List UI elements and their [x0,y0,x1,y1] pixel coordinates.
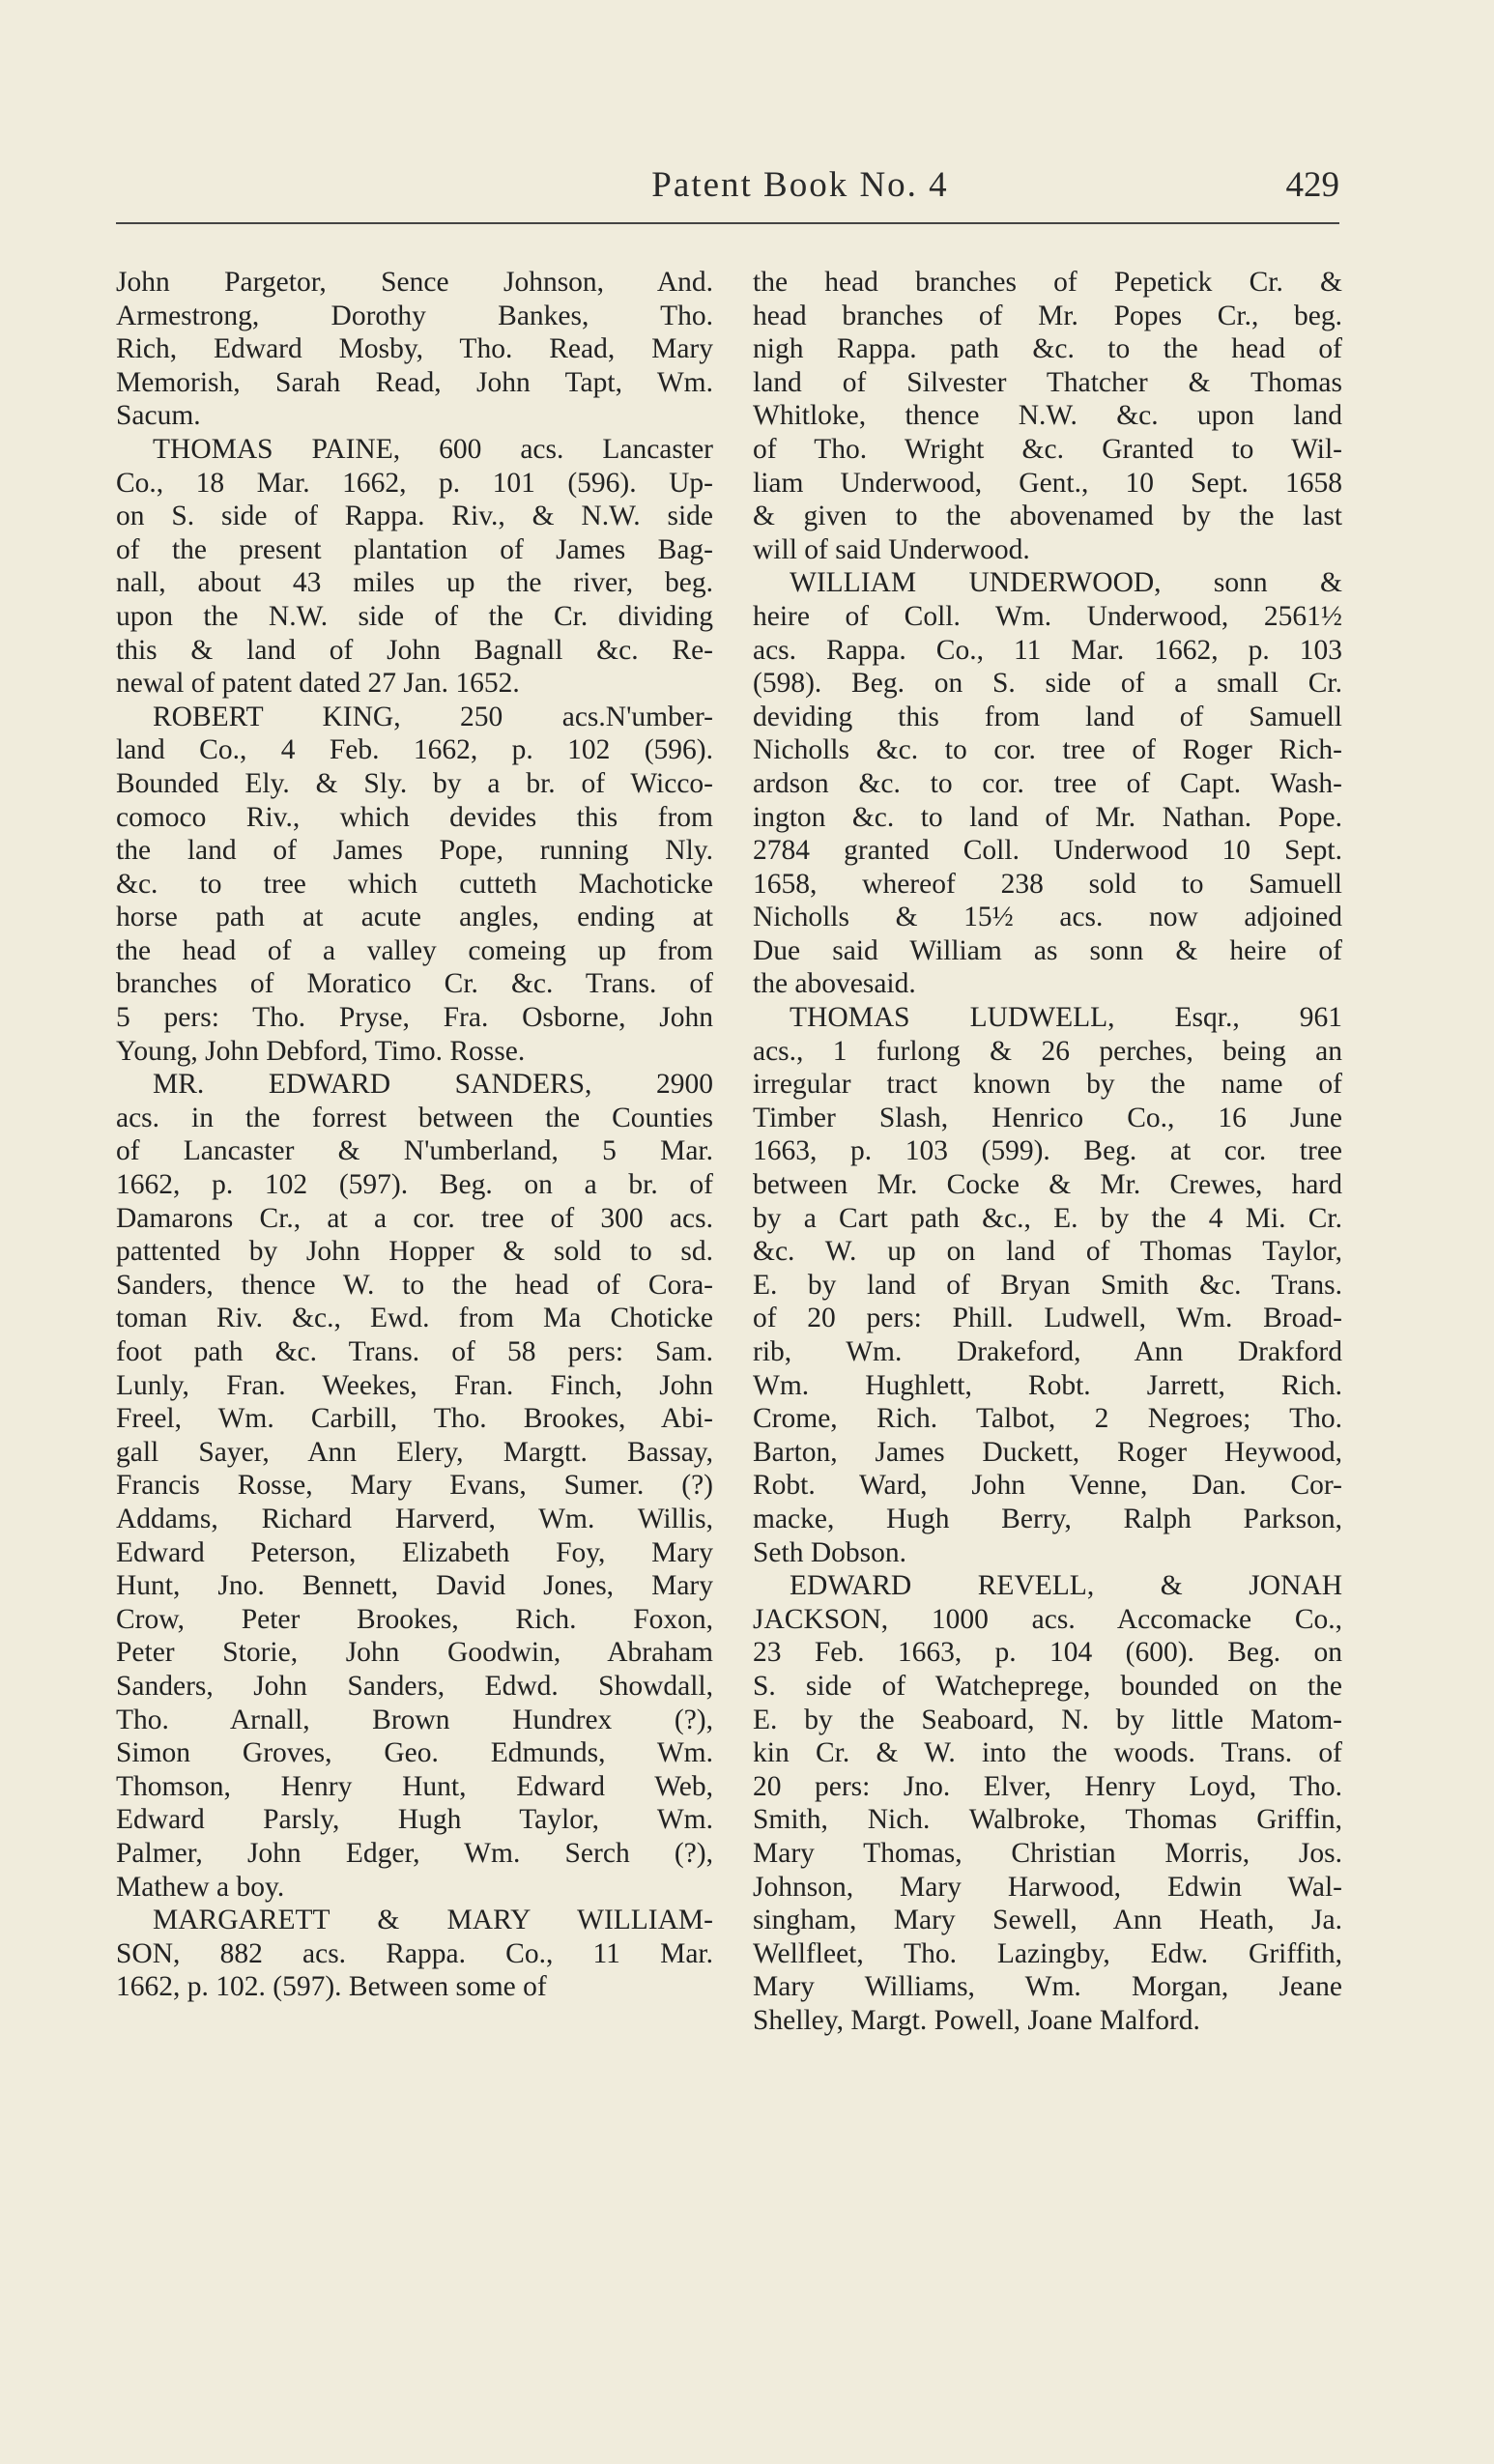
patent-entry [116,1904,713,2004]
text-line: of 20 pers: Phill. Ludwell, Wm. Broad- [753,1303,1342,1334]
text-line: Crome, Rich. Talbot, 2 Negroes; Tho. [753,1403,1342,1435]
text-line: land Co., 4 Feb. 1662, p. 102 (596). [116,734,713,766]
text-line: toman Riv. &c., Ewd. from Ma Choticke [116,1303,713,1334]
text-line: Palmer, John Edger, Wm. Serch (?), [116,1837,713,1869]
text-line: EDWARD REVELL, & JONAH [790,1570,1342,1602]
text-line: pattented by John Hopper & sold to sd. [116,1236,713,1268]
text-line: gall Sayer, Ann Elery, Margtt. Bassay, [116,1436,713,1468]
text-line: comoco Riv., which devides this from [116,801,713,833]
page-header [116,164,1339,213]
text-line: MR. EDWARD SANDERS, 2900 [153,1069,713,1101]
text-line: John Pargetor, Sence Johnson, And. [116,267,713,298]
text-line: ardson &c. to cor. tree of Capt. Wash- [753,767,1342,799]
text-line: rib, Wm. Drakeford, Ann Drakford [753,1336,1342,1367]
patent-entry [116,701,713,1069]
text-line: Edward Peterson, Elizabeth Foy, Mary [116,1536,713,1568]
text-line: Co., 18 Mar. 1662, p. 101 (596). Up- [116,467,713,499]
text-line: nall, about 43 miles up the river, beg. [116,567,713,599]
text-line: Nicholls & 15½ acs. now adjoined [753,902,1342,933]
text-line: WILLIAM UNDERWOOD, sonn & [790,567,1342,599]
text-line: by a Cart path &c., E. by the 4 Mi. Cr. [753,1202,1342,1234]
text-line: will of said Underwood. [753,533,1030,565]
text-line: horse path at acute angles, ending at [116,902,713,933]
text-line: THOMAS LUDWELL, Esqr., 961 [790,1002,1342,1034]
patent-entry [116,1068,713,1904]
text-line: Thomson, Henry Hunt, Edward Web, [116,1770,713,1802]
text-line: 1662, p. 102. (597). Between some of [116,1971,547,2003]
text-line: acs. Rappa. Co., 11 Mar. 1662, p. 103 [753,634,1342,666]
text-line: Young, John Debford, Timo. Rosse. [116,1035,526,1067]
text-line: Bounded Ely. & Sly. by a br. of Wicco- [116,767,713,799]
text-line: & given to the abovenamed by the last [753,501,1342,532]
text-line: between Mr. Cocke & Mr. Crewes, hard [753,1169,1342,1201]
text-line: Lunly, Fran. Weekes, Fran. Finch, John [116,1369,713,1401]
text-line: Barton, James Duckett, Roger Heywood, [753,1436,1342,1468]
text-line: upon the N.W. side of the Cr. dividing [116,600,713,632]
left-column [116,266,713,2004]
text-line: Mary Williams, Wm. Morgan, Jeane [753,1971,1342,2003]
text-line: acs., 1 furlong & 26 perches, being an [753,1035,1342,1067]
text-line: the head branches of Pepetick Cr. & [753,267,1342,298]
text-line: 1662, p. 102 (597). Beg. on a br. of [116,1169,713,1201]
text-line: the abovesaid. [753,968,916,1000]
text-line: deviding this from land of Samuell [753,701,1342,732]
text-line: Simon Groves, Geo. Edmunds, Wm. [116,1737,713,1769]
text-line: 5 pers: Tho. Pryse, Fra. Osborne, John [116,1002,713,1034]
text-line: 2784 granted Coll. Underwood 10 Sept. [753,835,1342,867]
text-line: ington &c. to land of Mr. Nathan. Pope. [753,801,1342,833]
text-line: singham, Mary Sewell, Ann Heath, Ja. [753,1905,1342,1936]
text-line: Wellfleet, Tho. Lazingby, Edw. Griffith, [753,1937,1342,1969]
text-line: the head of a valley comeing up from [116,934,713,966]
text-line: on S. side of Rappa. Riv., & N.W. side [116,501,713,532]
text-line: &c. to tree which cutteth Machoticke [116,868,713,900]
text-line: kin Cr. & W. into the woods. Trans. of [753,1737,1342,1769]
text-line: newal of patent dated 27 Jan. 1652. [116,668,520,700]
text-line: S. side of Watcheprege, bounded on the [753,1670,1342,1702]
text-line: foot path &c. Trans. of 58 pers: Sam. [116,1336,713,1367]
text-line: ROBERT KING, 250 acs.N'umber- [153,701,713,732]
patent-entry [116,266,713,433]
text-line: Addams, Richard Harverd, Wm. Willis, [116,1503,713,1534]
text-line: branches of Moratico Cr. &c. Trans. of [116,968,713,1000]
text-line: Smith, Nich. Walbroke, Thomas Griffin, [753,1804,1342,1836]
text-line: Whitloke, thence N.W. &c. upon land [753,400,1342,432]
text-line: Damarons Cr., at a cor. tree of 300 acs. [116,1202,713,1234]
text-line: Tho. Arnall, Brown Hundrex (?), [116,1704,713,1735]
text-line: Nicholls &c. to cor. tree of Roger Rich- [753,734,1342,766]
text-line: 1658, whereof 238 sold to Samuell [753,868,1342,900]
text-line: Due said William as sonn & heire of [753,934,1342,966]
text-line: land of Silvester Thatcher & Thomas [753,366,1342,398]
text-line: E. by land of Bryan Smith &c. Trans. [753,1269,1342,1301]
header-rule [116,222,1339,224]
text-line: this & land of John Bagnall &c. Re- [116,634,713,666]
text-line: of the present plantation of James Bag- [116,533,713,565]
page-number: 429 [1285,165,1339,205]
text-line: 23 Feb. 1663, p. 104 (600). Beg. on [753,1637,1342,1669]
text-line: SON, 882 acs. Rappa. Co., 11 Mar. [116,1937,713,1969]
patent-entry [753,566,1342,1001]
text-line: 20 pers: Jno. Elver, Henry Loyd, Tho. [753,1770,1342,1802]
patent-entry [753,1001,1342,1569]
text-line: Hunt, Jno. Bennett, David Jones, Mary [116,1570,713,1602]
running-title: Patent Book No. 4 [651,165,949,205]
text-line: Memorish, Sarah Read, John Tapt, Wm. [116,366,713,398]
patent-entry [753,266,1342,566]
text-line: &c. W. up on land of Thomas Taylor, [753,1236,1342,1268]
text-line: of Lancaster & N'umberland, 5 Mar. [116,1135,713,1167]
text-line: heire of Coll. Wm. Underwood, 2561½ [753,600,1342,632]
text-line: Seth Dobson. [753,1536,906,1568]
text-line: Francis Rosse, Mary Evans, Sumer. (?) [116,1470,713,1502]
patent-entry [116,433,713,701]
text-line: E. by the Seaboard, N. by little Matom- [753,1704,1342,1735]
text-line: THOMAS PAINE, 600 acs. Lancaster [153,433,713,465]
text-line: irregular tract known by the name of [753,1069,1342,1101]
text-line: Sanders, thence W. to the head of Cora- [116,1269,713,1301]
text-line: of Tho. Wright &c. Granted to Wil- [753,433,1342,465]
text-line: liam Underwood, Gent., 10 Sept. 1658 [753,467,1342,499]
text-line: JACKSON, 1000 acs. Accomacke Co., [753,1603,1342,1635]
text-line: Timber Slash, Henrico Co., 16 June [753,1102,1342,1133]
text-line: Armestrong, Dorothy Bankes, Tho. [116,300,713,331]
text-line: Peter Storie, John Goodwin, Abraham [116,1637,713,1669]
text-line: Shelley, Margt. Powell, Joane Malford. [753,2004,1200,2036]
text-line: Johnson, Mary Harwood, Edwin Wal- [753,1871,1342,1903]
text-line: MARGARETT & MARY WILLIAM- [153,1905,713,1936]
text-line: macke, Hugh Berry, Ralph Parkson, [753,1503,1342,1534]
text-line: Freel, Wm. Carbill, Tho. Brookes, Abi- [116,1403,713,1435]
text-line: Edward Parsly, Hugh Taylor, Wm. [116,1804,713,1836]
patent-entry [753,1569,1342,2037]
text-line: Sacum. [116,400,201,432]
text-line: (598). Beg. on S. side of a small Cr. [753,668,1342,700]
text-line: Sanders, John Sanders, Edwd. Showdall, [116,1670,713,1702]
text-line: Rich, Edward Mosby, Tho. Read, Mary [116,333,713,365]
text-line: acs. in the forrest between the Counties [116,1102,713,1133]
text-line: Robt. Ward, John Venne, Dan. Cor- [753,1470,1342,1502]
text-line: head branches of Mr. Popes Cr., beg. [753,300,1342,331]
text-line: Mathew a boy. [116,1871,285,1903]
text-line: 1663, p. 103 (599). Beg. at cor. tree [753,1135,1342,1167]
text-line: the land of James Pope, running Nly. [116,835,713,867]
text-line: Mary Thomas, Christian Morris, Jos. [753,1837,1342,1869]
text-line: Crow, Peter Brookes, Rich. Foxon, [116,1603,713,1635]
right-column [753,266,1342,2037]
text-line: Wm. Hughlett, Robt. Jarrett, Rich. [753,1369,1342,1401]
text-line: nigh Rappa. path &c. to the head of [753,333,1342,365]
